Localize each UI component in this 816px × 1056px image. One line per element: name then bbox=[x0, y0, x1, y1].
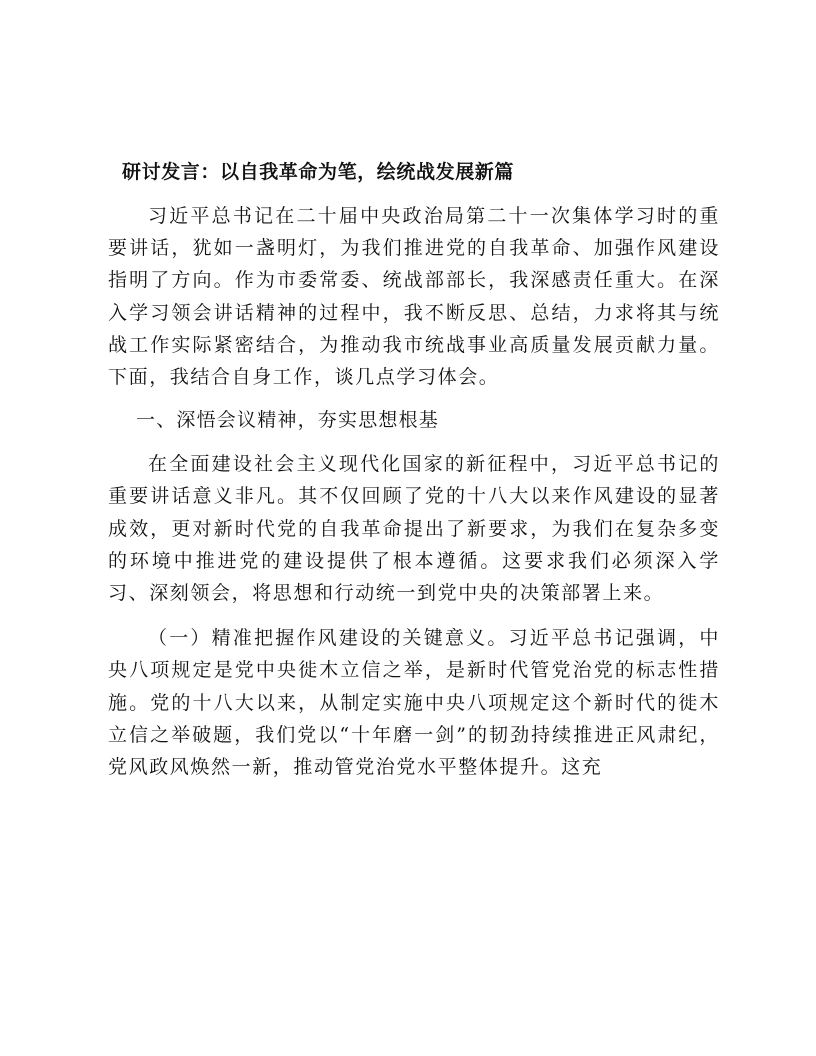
document-body bbox=[108, 156, 720, 783]
spacer bbox=[108, 436, 720, 448]
paragraph-subsection-1: （一）精准把握作风建设的关键意义。习近平总书记强调，中央八项规定是党中央徙木立信之举，是新时代管党治党的标志性措施。党的十八大以来，从制定实施中央八项规定这个新时代的徙木立信之举破题，我们党以“十年磨一剑”的韧劲持续推进正风肃纪，党风政风焕然一新，推动管党治党水平整体提升。这充 bbox=[108, 627, 720, 779]
spacer bbox=[108, 393, 720, 404]
paragraph-intro: 习近平总书记在二十届中央政治局第二十一次集体学习时的重要讲话，犹如一盏明灯，为我们推进党的自我革命、加强作风建设指明了方向。作为市委常委、统战部部长，我深感责任重大。在深入学习领会讲话精神的过程中，我不断反思、总结，力求将其与统战工作实际紧密结合，为推动我市统战事业高质量发展贡献力量。下面，我结合自身工作，谈几点学习体会。 bbox=[108, 205, 720, 389]
paragraph-section-1: 在全面建设社会主义现代化国家的新征程中，习近平总书记的重要讲话意义非凡。其不仅回顾了党的十八大以来作风建设的显著成效，更对新时代党的自我革命提出了新要求，为我们在复杂多变的环境中推进党的建设提供了根本遵循。这要求我们必须深入学习、深刻领会，将思想和行动统一到党中央的决策部署上来。 bbox=[108, 453, 720, 605]
spacer bbox=[108, 188, 720, 200]
document-title: 研讨发言：以自我革命为笔，绘统战发展新篇 bbox=[122, 161, 515, 183]
section-heading-1: 一、深悟会议精神，夯实思想根基 bbox=[136, 409, 440, 432]
spacer bbox=[108, 609, 720, 622]
